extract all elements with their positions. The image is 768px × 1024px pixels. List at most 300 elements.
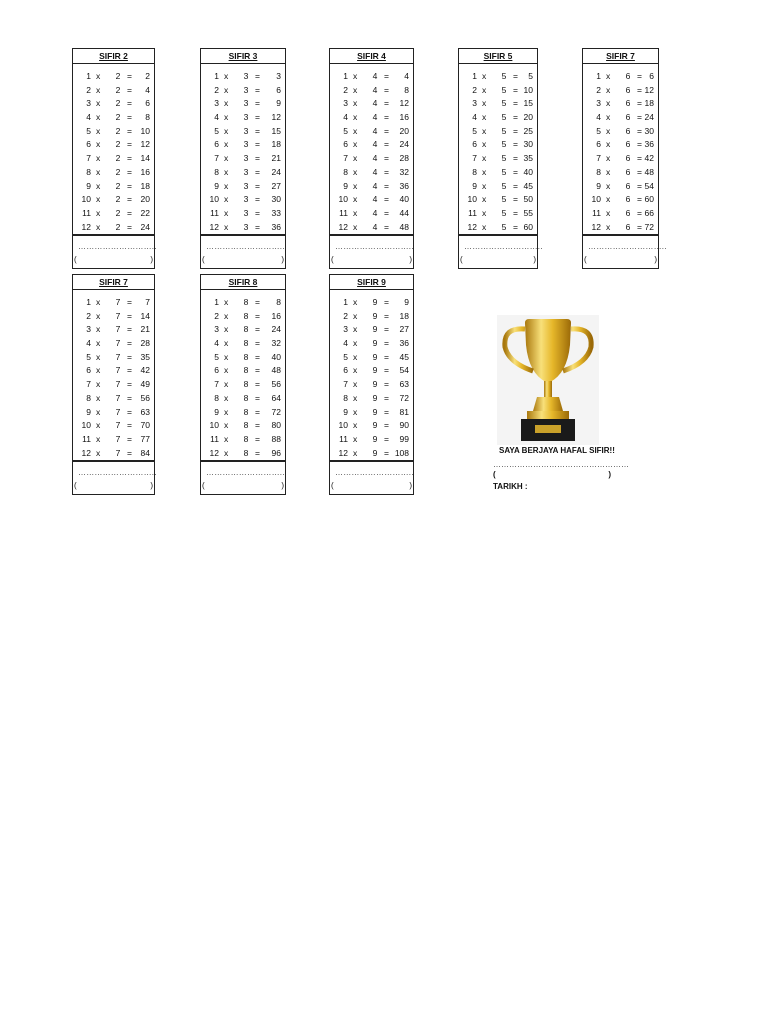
row-number: 2	[86, 310, 91, 321]
table-row	[73, 351, 154, 365]
times-sign: x	[96, 166, 101, 177]
equals-sign: =	[637, 180, 642, 191]
row-number: 2	[596, 84, 601, 95]
times-sign: x	[96, 379, 101, 390]
row-number: 8	[596, 166, 601, 177]
table-row	[201, 364, 285, 378]
table-row	[330, 97, 413, 111]
result: 63	[140, 406, 150, 417]
row-number: 8	[214, 392, 219, 403]
table-row	[73, 392, 154, 406]
table-row	[201, 310, 285, 324]
result: 8	[404, 84, 409, 95]
multiplier: 9	[372, 379, 378, 390]
times-sign: x	[353, 365, 358, 376]
equals-sign: =	[255, 207, 260, 218]
equals-sign: =	[637, 153, 642, 164]
result: 44	[399, 207, 409, 218]
row-number: 9	[214, 180, 219, 191]
result: 14	[140, 310, 150, 321]
result: 45	[399, 351, 409, 362]
table-row	[73, 221, 154, 236]
table-row	[583, 70, 658, 84]
table-row	[583, 84, 658, 98]
table-row	[459, 84, 537, 98]
times-sign: x	[224, 392, 229, 403]
equals-sign: =	[384, 180, 389, 191]
signature-area	[330, 235, 413, 268]
multiplier: 2	[115, 98, 121, 109]
multiplier: 5	[501, 112, 507, 123]
equals-sign: =	[384, 324, 389, 335]
row-number: 9	[86, 406, 91, 417]
times-sign: x	[96, 447, 101, 458]
multiplier: 5	[501, 207, 507, 218]
multiplier: 4	[372, 194, 378, 205]
times-sign: x	[96, 84, 101, 95]
open-paren: (	[202, 255, 205, 265]
result: 50	[523, 194, 533, 205]
row-number: 1	[86, 71, 91, 81]
result: 8	[145, 112, 150, 123]
multiplier: 5	[501, 180, 507, 191]
equals-sign: =	[127, 379, 132, 390]
row-number: 4	[472, 112, 477, 123]
table-row	[201, 180, 285, 194]
row-number: 6	[214, 139, 219, 150]
result: 55	[523, 207, 533, 218]
multiplier: 3	[243, 166, 249, 177]
multiplier: 8	[243, 338, 249, 349]
result: 3	[276, 71, 281, 81]
multiplier: 6	[625, 194, 631, 205]
times-sign: x	[606, 207, 611, 218]
row-number: 3	[86, 324, 91, 335]
table-row	[201, 433, 285, 447]
close-paren: )	[281, 481, 284, 491]
times-sign: x	[482, 112, 487, 123]
result: 77	[140, 433, 150, 444]
table-row	[201, 152, 285, 166]
table-row	[330, 125, 413, 139]
times-sign: x	[606, 98, 611, 109]
row-number: 12	[338, 447, 348, 458]
equals-sign: =	[255, 180, 260, 191]
result: 10	[140, 125, 150, 136]
row-number: 9	[343, 406, 348, 417]
equals-sign: =	[127, 153, 132, 164]
times-sign: x	[353, 324, 358, 335]
multiplier: 5	[501, 84, 507, 95]
result: 40	[271, 351, 281, 362]
times-sign: x	[224, 406, 229, 417]
multiplier: 8	[243, 379, 249, 390]
result: 15	[271, 125, 281, 136]
equals-sign: =	[127, 112, 132, 123]
row-number: 9	[214, 406, 219, 417]
table-row	[583, 207, 658, 221]
times-sign: x	[96, 112, 101, 123]
table-row	[330, 310, 413, 324]
equals-sign: =	[384, 447, 389, 458]
multiplier: 2	[115, 71, 121, 81]
equals-sign: =	[255, 310, 260, 321]
row-number: 4	[86, 112, 91, 123]
signature-dots: ………………………..	[464, 242, 543, 252]
result: 36	[271, 221, 281, 232]
close-paren: )	[654, 255, 657, 265]
times-sign: x	[353, 194, 358, 205]
result: 25	[523, 125, 533, 136]
times-sign: x	[224, 84, 229, 95]
table-row	[459, 193, 537, 207]
result: 42	[140, 365, 150, 376]
close-paren: )	[150, 255, 153, 265]
multiplier: 2	[115, 221, 121, 232]
equals-sign: =	[127, 420, 132, 431]
times-sign: x	[606, 139, 611, 150]
row-number: 2	[343, 310, 348, 321]
multiplier: 4	[372, 207, 378, 218]
equals-sign: =	[127, 338, 132, 349]
times-sign: x	[482, 98, 487, 109]
table-row	[330, 152, 413, 166]
table-row	[330, 207, 413, 221]
times-sign: x	[482, 166, 487, 177]
row-number: 5	[214, 351, 219, 362]
times-sign: x	[606, 180, 611, 191]
equals-sign: =	[255, 221, 260, 232]
sifir-card	[582, 48, 667, 269]
signature-dots: ………………………..	[335, 242, 414, 252]
equals-sign: =	[255, 139, 260, 150]
table-row	[201, 337, 285, 351]
table-row	[201, 166, 285, 180]
result: 48	[644, 166, 654, 177]
multiplier: 5	[501, 166, 507, 177]
times-sign: x	[224, 420, 229, 431]
table-row	[330, 166, 413, 180]
result: 21	[140, 324, 150, 335]
equals-sign: =	[127, 324, 132, 335]
multiplier: 7	[115, 379, 121, 390]
multiplier: 9	[372, 365, 378, 376]
times-sign: x	[353, 166, 358, 177]
close-paren: )	[281, 255, 284, 265]
table-row	[459, 166, 537, 180]
multiplier: 6	[625, 98, 631, 109]
row-number: 11	[82, 207, 91, 218]
signature-area	[459, 235, 543, 268]
row-number: 11	[592, 207, 601, 218]
row-number: 5	[86, 125, 91, 136]
times-sign: x	[482, 180, 487, 191]
row-number: 9	[86, 180, 91, 191]
result: 40	[399, 194, 409, 205]
result: 54	[399, 365, 409, 376]
row-number: 5	[343, 125, 348, 136]
sifir-card	[72, 48, 155, 269]
times-sign: x	[96, 392, 101, 403]
equals-sign: =	[127, 221, 132, 232]
equals-sign: =	[255, 297, 260, 307]
multiplier: 7	[115, 351, 121, 362]
equals-sign: =	[255, 112, 260, 123]
result: 54	[644, 180, 654, 191]
row-number: 2	[343, 84, 348, 95]
signature-dots: ………………………..	[335, 468, 414, 478]
multiplier: 9	[372, 433, 378, 444]
times-sign: x	[96, 139, 101, 150]
times-sign: x	[482, 84, 487, 95]
date-label: TARIKH :	[493, 482, 528, 491]
times-sign: x	[482, 221, 487, 232]
row-number: 12	[591, 221, 601, 232]
row-number: 10	[467, 194, 477, 205]
times-sign: x	[353, 433, 358, 444]
signature-dots: ………………………..	[206, 242, 285, 252]
result: 88	[271, 433, 281, 444]
result: 18	[644, 98, 654, 109]
multiplier: 4	[372, 112, 378, 123]
row-number: 4	[214, 112, 219, 123]
result: 21	[271, 153, 281, 164]
row-number: 10	[591, 194, 601, 205]
result: 35	[523, 153, 533, 164]
table-row	[201, 138, 285, 152]
equals-sign: =	[513, 180, 518, 191]
result: 28	[399, 153, 409, 164]
table-row	[330, 447, 413, 462]
times-sign: x	[224, 139, 229, 150]
row-number: 6	[86, 139, 91, 150]
table-row	[583, 180, 658, 194]
result: 36	[644, 139, 654, 150]
table-row	[330, 337, 413, 351]
equals-sign: =	[637, 71, 642, 81]
row-number: 11	[339, 433, 348, 444]
multiplier: 2	[115, 139, 121, 150]
signature-dots: ………………………..	[78, 468, 157, 478]
times-sign: x	[96, 194, 101, 205]
times-sign: x	[353, 125, 358, 136]
result: 6	[649, 71, 654, 81]
multiplier: 9	[372, 406, 378, 417]
times-sign: x	[482, 139, 487, 150]
row-number: 4	[343, 112, 348, 123]
times-sign: x	[353, 98, 358, 109]
multiplier: 2	[115, 125, 121, 136]
row-number: 7	[86, 153, 91, 164]
multiplier: 2	[115, 84, 121, 95]
row-number: 10	[81, 194, 91, 205]
times-sign: x	[482, 125, 487, 136]
result: 27	[399, 324, 409, 335]
equals-sign: =	[127, 297, 132, 307]
multiplier: 4	[372, 153, 378, 164]
multiplier: 7	[115, 406, 121, 417]
result: 18	[271, 139, 281, 150]
result: 4	[404, 71, 409, 81]
result: 12	[271, 112, 281, 123]
row-number: 3	[343, 98, 348, 109]
table-row	[459, 70, 537, 84]
result: 56	[271, 379, 281, 390]
equals-sign: =	[127, 310, 132, 321]
equals-sign: =	[384, 84, 389, 95]
table-row	[73, 138, 154, 152]
multiplier: 9	[372, 447, 378, 458]
equals-sign: =	[513, 98, 518, 109]
result: 66	[644, 207, 654, 218]
multiplier: 3	[243, 194, 249, 205]
sifir-card	[200, 274, 286, 495]
multiplier: 8	[243, 392, 249, 403]
row-number: 10	[338, 194, 348, 205]
sifir-card	[458, 48, 543, 269]
row-number: 2	[214, 84, 219, 95]
equals-sign: =	[384, 139, 389, 150]
row-number: 7	[214, 153, 219, 164]
table-row	[330, 364, 413, 378]
row-number: 4	[86, 338, 91, 349]
row-number: 1	[343, 297, 348, 307]
result: 60	[644, 194, 654, 205]
table-row	[583, 125, 658, 139]
table-row	[201, 406, 285, 420]
result: 6	[145, 98, 150, 109]
equals-sign: =	[513, 84, 518, 95]
row-number: 8	[86, 166, 91, 177]
sifir-title: SIFIR 5	[459, 49, 537, 64]
result: 72	[644, 221, 654, 232]
row-number: 3	[214, 324, 219, 335]
result: 56	[140, 392, 150, 403]
equals-sign: =	[255, 379, 260, 390]
equals-sign: =	[513, 207, 518, 218]
result: 2	[145, 71, 150, 81]
times-sign: x	[353, 406, 358, 417]
table-row	[459, 207, 537, 221]
times-sign: x	[96, 365, 101, 376]
times-sign: x	[224, 153, 229, 164]
times-sign: x	[96, 297, 101, 307]
times-sign: x	[96, 324, 101, 335]
signature-area	[73, 461, 157, 494]
row-number: 4	[343, 338, 348, 349]
result: 24	[140, 221, 150, 232]
equals-sign: =	[637, 139, 642, 150]
multiplier: 4	[372, 166, 378, 177]
multiplier: 5	[501, 194, 507, 205]
equals-sign: =	[127, 194, 132, 205]
equals-sign: =	[255, 338, 260, 349]
open-paren: (	[74, 481, 77, 491]
equals-sign: =	[127, 406, 132, 417]
multiplier: 2	[115, 194, 121, 205]
multiplier: 6	[625, 71, 631, 81]
multiplier: 8	[243, 420, 249, 431]
equals-sign: =	[384, 392, 389, 403]
times-sign: x	[353, 310, 358, 321]
table-row	[330, 84, 413, 98]
equals-sign: =	[384, 379, 389, 390]
equals-sign: =	[384, 166, 389, 177]
multiplier: 3	[243, 139, 249, 150]
equals-sign: =	[637, 166, 642, 177]
times-sign: x	[224, 351, 229, 362]
table-row	[330, 433, 413, 447]
result: 36	[399, 338, 409, 349]
table-row	[201, 125, 285, 139]
equals-sign: =	[255, 71, 260, 81]
times-sign: x	[96, 98, 101, 109]
table-row	[330, 351, 413, 365]
times-sign: x	[606, 112, 611, 123]
table-row	[330, 180, 413, 194]
times-sign: x	[96, 153, 101, 164]
table-row	[201, 378, 285, 392]
multiplier: 5	[501, 221, 507, 232]
row-number: 11	[468, 207, 477, 218]
sifir-title: SIFIR 4	[330, 49, 413, 64]
row-number: 11	[339, 207, 348, 218]
row-number: 5	[214, 125, 219, 136]
result: 35	[140, 351, 150, 362]
signature-area	[330, 461, 413, 494]
table-row	[201, 323, 285, 337]
result: 10	[523, 84, 533, 95]
table-row	[201, 419, 285, 433]
equals-sign: =	[384, 406, 389, 417]
sifir-card	[72, 274, 155, 495]
table-row	[330, 419, 413, 433]
table-row	[73, 84, 154, 98]
row-number: 1	[596, 71, 601, 81]
multiplier: 6	[625, 166, 631, 177]
table-row	[330, 193, 413, 207]
row-number: 3	[214, 98, 219, 109]
table-row	[73, 111, 154, 125]
equals-sign: =	[255, 392, 260, 403]
row-number: 5	[472, 125, 477, 136]
times-sign: x	[353, 447, 358, 458]
times-sign: x	[353, 420, 358, 431]
equals-sign: =	[637, 112, 642, 123]
times-sign: x	[606, 71, 611, 81]
times-sign: x	[606, 194, 611, 205]
times-sign: x	[353, 351, 358, 362]
award-open-paren: (	[493, 470, 496, 479]
equals-sign: =	[255, 166, 260, 177]
multiplier: 8	[243, 365, 249, 376]
row-number: 9	[343, 180, 348, 191]
table-row	[459, 152, 537, 166]
sifir-card	[200, 48, 286, 269]
table-row	[459, 111, 537, 125]
multiplier: 2	[115, 166, 121, 177]
row-number: 1	[214, 297, 219, 307]
row-number: 2	[214, 310, 219, 321]
result: 36	[399, 180, 409, 191]
row-number: 4	[214, 338, 219, 349]
row-number: 7	[596, 153, 601, 164]
equals-sign: =	[255, 420, 260, 431]
table-row	[73, 125, 154, 139]
table-row	[459, 97, 537, 111]
equals-sign: =	[384, 194, 389, 205]
table-row	[73, 97, 154, 111]
